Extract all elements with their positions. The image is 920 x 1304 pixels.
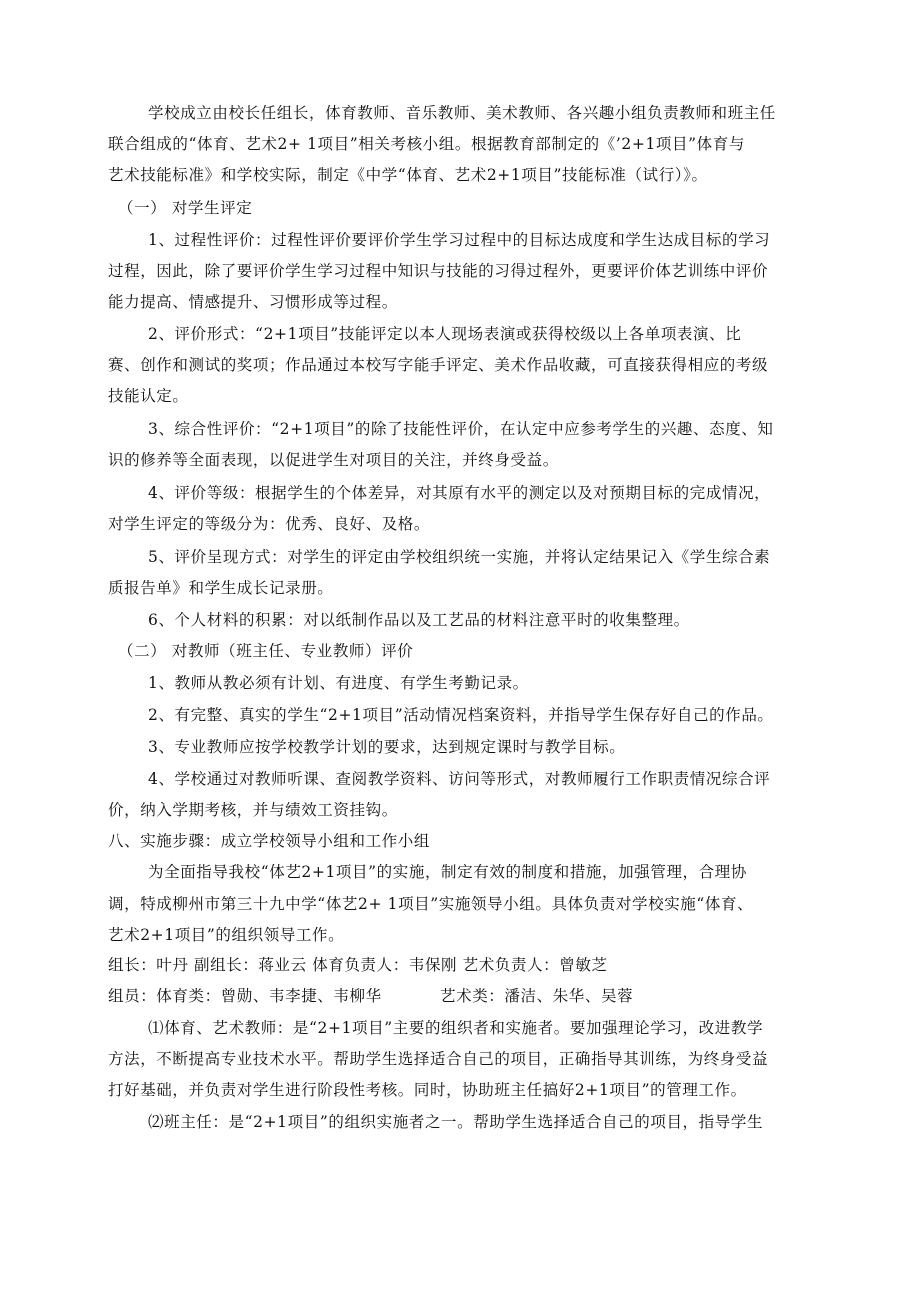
paragraph-line: 赛、创作和测试的奖项；作品通过本校写字能手评定、美术作品收藏，可直接获得相应的考级 [108,356,769,374]
paragraph-line: 艺术2+1项目”的组织领导工作。 [108,926,345,944]
section-heading-students: （一） 对学生评定 [118,199,253,217]
paragraph-line: 2、评价形式：“2+1项目”技能评定以本人现场表演或获得校级以上各单项表演、比 [148,325,742,343]
paragraph-line: 过程，因此，除了要评价学生学习过程中知识与技能的习得过程外，更要评价体艺训练中评价 [108,262,769,280]
paragraph-line: ⑴体育、艺术教师：是“2+1项目”主要的组织者和实施者。要加强理论学习，改进教学 [148,1019,764,1037]
paragraph-line: 调，特成柳州市第三十九中学“体艺2+ 1项目”实施领导小组。具体负责对学校实施“体育、 [108,895,754,913]
paragraph-line: 价，纳入学期考核，并与绩效工资挂钩。 [108,801,398,819]
paragraph-line: 艺术技能标准》和学校实际，制定《中学“体育、艺术2+1项目”技能标准（试行）》。 [108,166,708,184]
paragraph-line: 质报告单》和学生成长记录册。 [108,579,334,597]
paragraph-line: 1、教师从教必须有计划、有进度、有学生考勤记录。 [148,674,529,692]
paragraph-line: 为全面指导我校“体艺2+1项目”的实施，制定有效的制度和措施，加强管理，合理协 [148,863,747,881]
leaders-line: 组长：叶丹 副组长：蒋业云 体育负责人：韦保刚 艺术负责人：曾敏芝 [108,956,608,974]
section-heading-teachers: （二） 对教师（班主任、专业教师）评价 [118,642,414,660]
members-arts: 艺术类：潘洁、朱华、吴蓉 [440,987,634,1005]
paragraph-line: 3、综合性评价：“2+1项目”的除了技能性评价，在认定中应参考学生的兴趣、态度、知 [148,420,774,438]
paragraph-line: 4、评价等级：根据学生的个体差异，对其原有水平的测定以及对预期目标的完成情况， [148,484,771,502]
paragraph-line: 2、有完整、真实的学生“2+1项目”活动情况档案资料，并指导学生保存好自己的作品。 [148,706,774,724]
paragraph-line: 打好基础，并负责对学生进行阶段性考核。同时，协助班主任搞好2+1项目”的管理工作。 [108,1081,747,1099]
paragraph-line: 6、个人材料的积累：对以纸制作品以及工艺品的材料注意平时的收集整理。 [148,611,690,629]
paragraph-line: 对学生评定的等级分为：优秀、良好、及格。 [108,515,431,533]
paragraph-line: 能力提高、情感提升、习惯形成等过程。 [108,293,398,311]
paragraph-line: 4、学校通过对教师听课、查阅教学资料、访问等形式，对教师履行工作职责情况综合评 [148,770,771,788]
paragraph-line: 方法，不断提高专业技术水平。帮助学生选择适合自己的项目，正确指导其训练，为终身受益 [108,1050,769,1068]
paragraph-line: 3、专业教师应按学校教学计划的要求，达到规定课时与教学目标。 [148,738,626,756]
paragraph-line: 学校成立由校长任组长，体育教师、音乐教师、美术教师、各兴趣小组负责教师和班主任 [148,104,776,122]
paragraph-line: 识的修养等全面表现，以促进学生对项目的关注，并终身受益。 [108,451,559,469]
members-sports: 组员：体育类：曾勋、韦李捷、韦柳华 [108,987,382,1005]
paragraph-line: ⑵班主任：是“2+1项目”的组织实施者之一。帮助学生选择适合自己的项目，指导学生 [148,1113,764,1131]
section-heading-implementation: 八、实施步骤：成立学校领导小组和工作小组 [108,832,431,850]
paragraph-line: 1、过程性评价：过程性评价要评价学生学习过程中的目标达成度和学生达成目标的学习 [148,231,771,249]
paragraph-line: 联合组成的“体育、艺术2+ 1项目”相关考核小组。根据教育部制定的《’2+1项目”体育与 [108,135,745,153]
paragraph-line: 技能认定。 [108,387,189,405]
paragraph-line: 5、评价呈现方式：对学生的评定由学校组织统一实施，并将认定结果记入《学生综合素 [148,548,771,566]
